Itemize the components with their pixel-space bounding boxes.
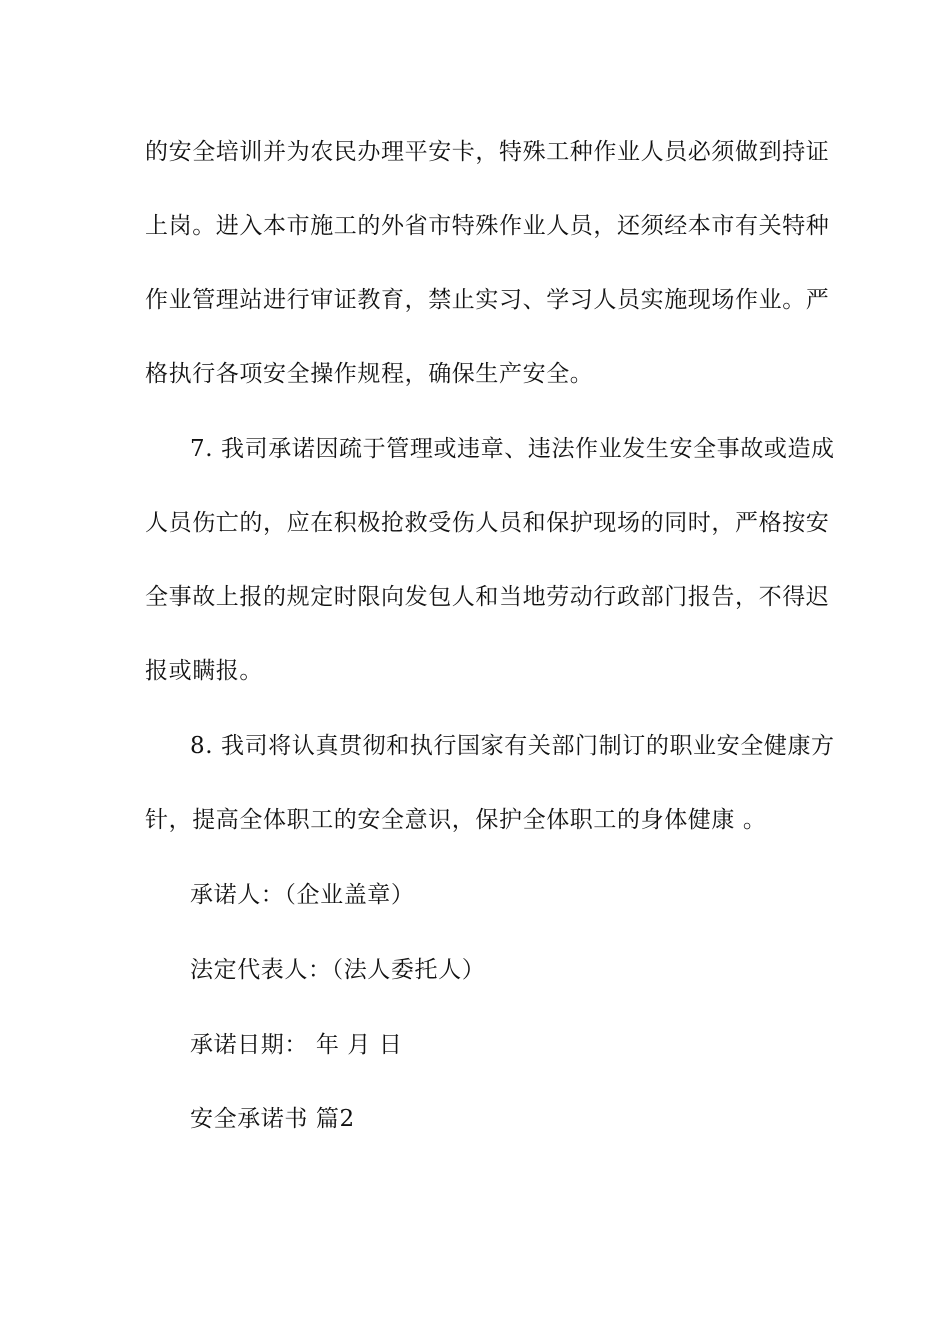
item-8-line-2: 针，提高全体职工的安全意识，保护全体职工的身体健康 。: [145, 807, 767, 833]
paragraph-line-4: 格执行各项安全操作规程，确保生产安全。: [145, 361, 594, 387]
item-7-line-2: 人员伤亡的，应在积极抢救受伤人员和保护现场的同时，严格按安: [145, 510, 830, 536]
promise-date-line: 承诺日期： 年 月 日: [190, 1032, 403, 1058]
paragraph-line-3: 作业管理站进行审证教育，禁止实习、学习人员实施现场作业。严: [145, 287, 830, 313]
legal-representative-line: 法定代表人：（法人委托人）: [190, 957, 486, 983]
paragraph-line-2: 上岗。进入本市施工的外省市特殊作业人员，还须经本市有关特种: [145, 213, 830, 239]
item-7-line-3: 全事故上报的规定时限向发包人和当地劳动行政部门报告，不得迟: [145, 584, 830, 610]
promisor-line: 承诺人：（企业盖章）: [190, 882, 415, 908]
paragraph-line-1: 的安全培训并为农民办理平安卡，特殊工种作业人员必须做到持证: [145, 139, 830, 165]
item-7-line-4: 报或瞒报。: [145, 658, 263, 684]
item-8-line-1: 8. 我司将认真贯彻和执行国家有关部门制订的职业安全健康方: [190, 733, 835, 759]
item-7-line-1: 7. 我司承诺因疏于管理或违章、违法作业发生安全事故或造成: [190, 436, 835, 462]
section-heading: 安全承诺书 篇2: [190, 1106, 355, 1132]
